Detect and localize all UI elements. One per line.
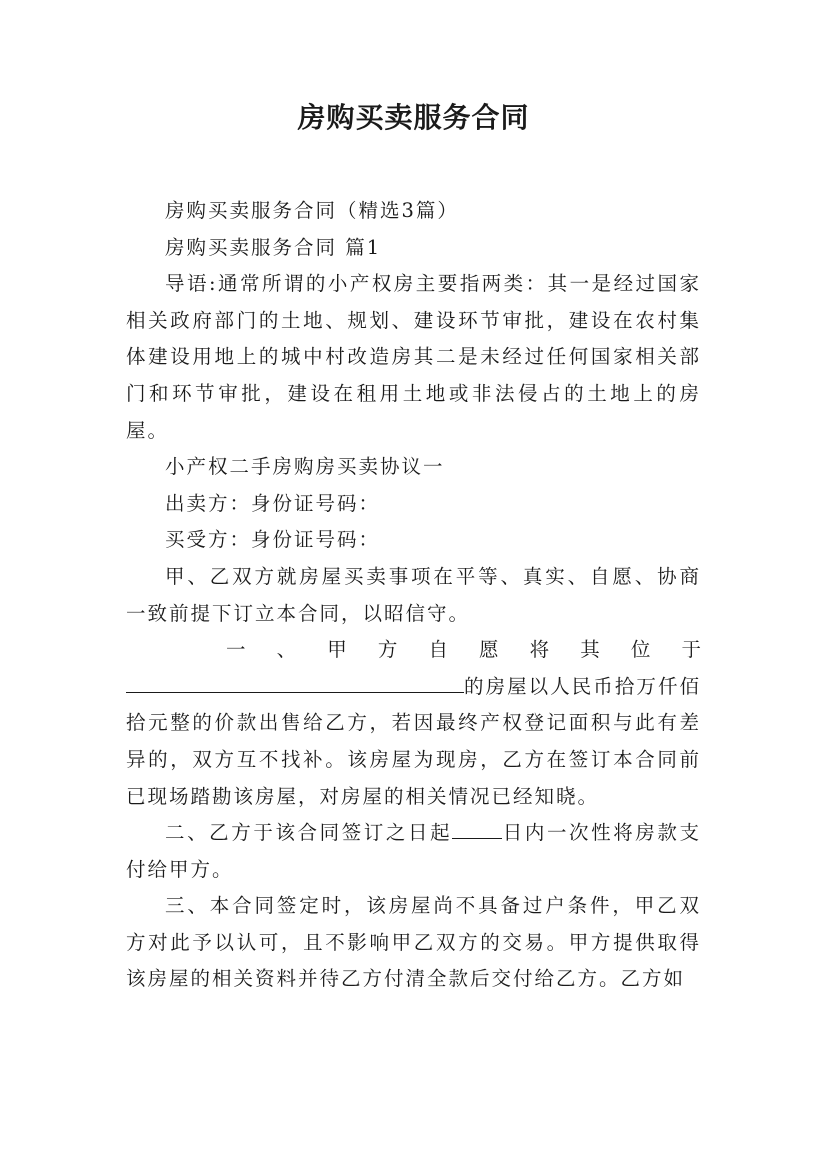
clause-1-char: 甲 (327, 638, 347, 662)
clause-1-char: 位 (630, 638, 651, 662)
agreement-title: 小产权二手房购房买卖协议一 (165, 455, 445, 479)
clause-2-paragraph (126, 815, 701, 888)
intro-paragraph: 导语:通常所谓的小产权房主要指两类：其一是经过国家相关政府部门的土地、规划、建设环节审批，建设在农村集体建设用地上的城中村改造房其二是未经过任何国家相关部门和环节审批，建设在租用土地或非法侵占的土地上的房屋。 (126, 272, 701, 442)
clause-1-char: 一 (226, 638, 246, 662)
subtitle-line: 房购买卖服务合同（精选3篇） (165, 199, 459, 222)
clause-1-char: 于 (681, 638, 701, 662)
clause-3-paragraph: 三、本合同签定时，该房屋尚不具备过户条件，甲乙双方对此予以认可，且不影响甲乙双方的交易。甲方提供取得该房屋的相关资料并待乙方付清全款后交付给乙方。乙方如 (126, 894, 701, 991)
clause-1-char: 将 (529, 638, 550, 662)
document-title: 房购买卖服务合同 (297, 101, 530, 134)
location-blank (126, 672, 464, 693)
clause-1-first-line (126, 632, 701, 669)
clause-1-text: 的房屋以人民币拾万仟佰拾元整的价款出售给乙方，若因最终产权登记面积与此有差异的，双方互不找补。该房屋为现房，乙方在签订本合同前已现场踏勘该房屋，对房屋的相关情况已经知晓。 (126, 674, 701, 808)
clause-1-char: 愿 (479, 638, 499, 662)
clause-2-before: 二、乙方于该合同签订之日起 (165, 821, 453, 845)
clause-1-char: 、 (276, 638, 297, 662)
clause-1-paragraph (126, 669, 701, 815)
section-heading: 房购买卖服务合同 篇1 (165, 235, 382, 259)
clause-2-after: 日内一次性将房款支付给甲方。 (126, 821, 701, 881)
clause-1-char: 方 (377, 638, 398, 662)
document-body (126, 193, 701, 998)
seller-line: 出卖方：身份证号码： (165, 491, 381, 515)
clause-1-char: 其 (580, 638, 600, 662)
buyer-line: 买受方：身份证号码： (165, 528, 381, 552)
days-blank (452, 818, 502, 839)
preamble-paragraph: 甲、乙双方就房屋买卖事项在平等、真实、自愿、协商一致前提下订立本合同，以昭信守。 (126, 564, 701, 625)
clause-1-char: 自 (428, 638, 448, 662)
